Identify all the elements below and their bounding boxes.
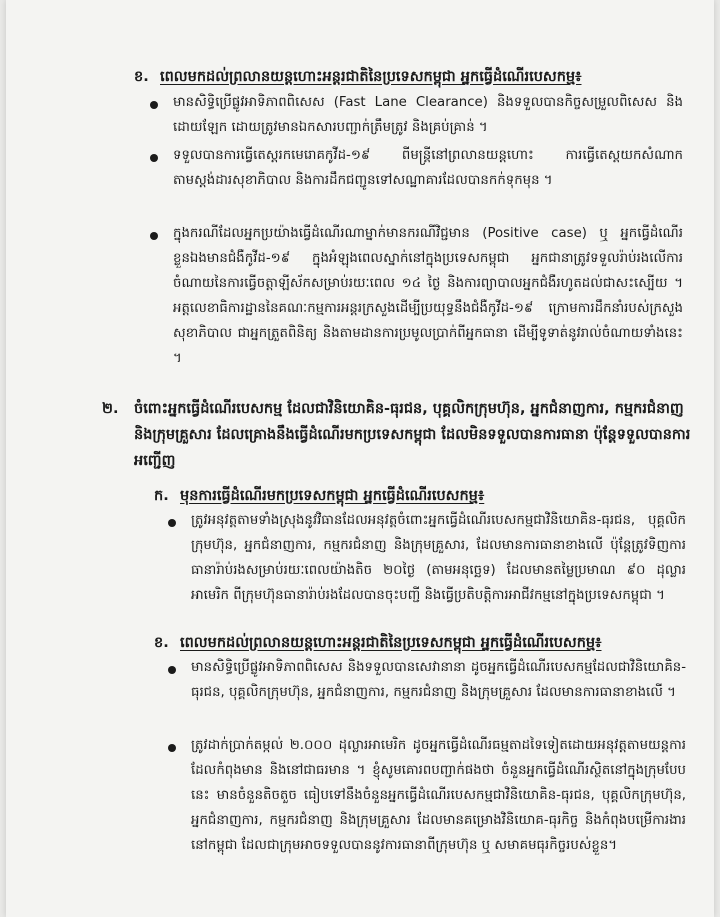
subsection-number: ខ. [134, 69, 149, 85]
subsection-number: ខ. [154, 635, 169, 651]
section-number: ២. [102, 401, 119, 417]
section-title: ចំពោះអ្នកធ្វើដំណើរបេសកម្ម ដែលជាវិនិយោគិន-ធុរជន, បុគ្គលិកក្រុមហ៊ុន, អ្នកជំនាញការ, កម្មករជំនាញ និងក្រុមគ្រួសារ ដែលគ្រោងនឹងធ្វើដំណើរមកប្រទេសកម្ពុជា ដែលមិនទទួលបានការធានា ប៉ុន្តែទទួលបានការអញ្ជើញ [134, 401, 691, 469]
bullet-dot [168, 666, 176, 674]
subsection-heading-ka [154, 485, 484, 507]
bullet-dot [168, 744, 176, 752]
bullet-dot [150, 101, 158, 109]
document-page [6, 0, 714, 917]
bullet-paragraph: មានសិទ្ធិប្រើផ្លូវអាទិភាពពិសេស និងទទួលបានសេវានានា ដូចអ្នកធ្វើដំណើរបេសកម្មដែលជាវិនិយោគិន-ធុរជន, បុគ្គលិកក្រុមហ៊ុន, អ្នកជំនាញការ, កម្មករជំនាញ និងក្រុមគ្រួសារ ដែលមានការធានាខាងលើ ។ [191, 660, 686, 700]
subsection-title: ពេលមកដល់ព្រលានយន្តហោះអន្តរជាតិនៃប្រទេសកម្ពុជា អ្នកធ្វើដំណើរបេសកម្ម៖ [160, 69, 582, 85]
subsection-heading-kh [134, 66, 582, 88]
bullet-paragraph: ត្រូវអនុវត្តតាមទាំងស្រុងនូវវិធានដែលអនុវត្តចំពោះអ្នកធ្វើដំណើរបេសកម្មជាវិនិយោគិន-ធុរជន, បុគ្គលិកក្រុមហ៊ុន, អ្នកជំនាញការ, កម្មករជំនាញ និងក្រុមគ្រួសារ, ដែលមានការធានាខាងលើ ប៉ុន្តែត្រូវទិញការធានារ៉ាប់រងសម្រាប់រយៈពេលយ៉ាងតិច ២០ថ្ងៃ (តាមអនុច្ឆេទ) ដែលមានតម្លៃប្រមាណ ៩០ ដុល្លារអាមេរិក ពីក្រុមហ៊ុនធានារ៉ាប់រងដែលបានចុះបញ្ជី និងធ្វើប្រតិបត្តិការអាជីវកម្មនៅក្នុងប្រទេសកម្ពុជា ។ [191, 513, 686, 603]
subsection-heading-kh [154, 632, 602, 654]
bullet-paragraph: ក្នុងករណីដែលអ្នកប្រយ៉ាងធ្វើដំណើរណាម្នាក់មានករណីវិជ្ជមាន (Positive case) ឬ អ្នកធ្វើដំណើរខ្លួនឯងមានជំងឺកូវីដ-១៩ ក្នុងអំឡុងពេលស្នាក់នៅក្នុងប្រទេសកម្ពុជា អ្នកជានាត្រូវទទួលរ៉ាប់រងលើការចំណាយនៃការធ្វើចត្តាឡីស័កសម្រាប់រយៈពេល ១៤ ថ្ងៃ និងការព្យាបាលអ្នកជំងឺរហូតដល់ជាសះស្បើយ ។ អត្តលេខាធិការដ្ឋាននៃគណៈកម្មការអន្តរក្រសួងដើម្បីប្រយុទ្ធនឹងជំងឺកូវីដ-១៩ ក្រោមការដឹកនាំរបស់ក្រសួងសុខាភិបាល ជាអ្នកត្រួតពិនិត្យ និងតាមដានការប្រមូលប្រាក់ពីអ្នកធានា ដើម្បីទូទាត់នូវរាល់ចំណាយទាំងនេះ ។ [173, 226, 683, 366]
subsection-title: ពេលមកដល់ព្រលានយន្តហោះអន្តរជាតិនៃប្រទេសកម្ពុជា អ្នកធ្វើដំណើរបេសកម្ម៖ [180, 635, 602, 651]
subsection-title: មុនការធ្វើដំណើរមកប្រទេសកម្ពុជា អ្នកធ្វើដំណើរបេសកម្ម៖ [180, 488, 485, 504]
section-heading [102, 396, 694, 474]
bullet-paragraph: ត្រូវដាក់ប្រាក់តម្កល់ ២.០០០ ដុល្លារអាមេរិក ដូចអ្នកធ្វើដំណើរធម្មតាដទៃទៀតដោយអនុវត្តតាមយន្តការដែលកំពុងមាន និងនៅជាធរមាន ។ ខ្ញុំសូមគោរពបញ្ជាក់ផងថា ចំនួនអ្នកធ្វើដំណើរស្ថិតនៅក្នុងក្រុមបែបនេះ មានចំនួនតិចតួច ធៀបទៅនឹងចំនួនអ្នកធ្វើដំណើរបេសកម្មជាវិនិយោគិន-ធុរជន, បុគ្គលិកក្រុមហ៊ុន, អ្នកជំនាញការ, កម្មករជំនាញ និងក្រុមគ្រួសារ ដែលមានគម្រោងវិនិយោគ-ធុរកិច្ច និងកំពុងបម្រើការងារនៅកម្ពុជា ដែលជាក្រុមអាចទទួលបាននូវការធានាពីក្រុមហ៊ុន ឬ សមាគមធុរកិច្ចរបស់ខ្លួន។ [191, 738, 686, 853]
bullet-paragraph: មានសិទ្ធិប្រើផ្លូវអាទិភាពពិសេស (Fast Lane Clearance) និងទទួលបានកិច្ចសម្រួលពិសេស និងដោយឡែក ដោយត្រូវមានឯកសារបញ្ជាក់ត្រឹមត្រូវ និងគ្រប់គ្រាន់ ។ [173, 95, 683, 135]
subsection-number: ក. [154, 488, 169, 504]
bullet-dot [150, 154, 158, 162]
bullet-dot [150, 232, 158, 240]
bullet-dot [168, 519, 176, 527]
bullet-paragraph: ទទួលបានការធ្វើតេស្តរកមេរោគកូវីដ-១៩ ពីមន្ត្រីនៅព្រលានយន្តហោះ ការធ្វើតេស្តយកសំណាកតាមស្ដង់ដារសុខាភិបាល និងការដឹកជញ្ជូនទៅសណ្ឋាគារដែលបានកក់ទុកមុន ។ [173, 148, 683, 188]
